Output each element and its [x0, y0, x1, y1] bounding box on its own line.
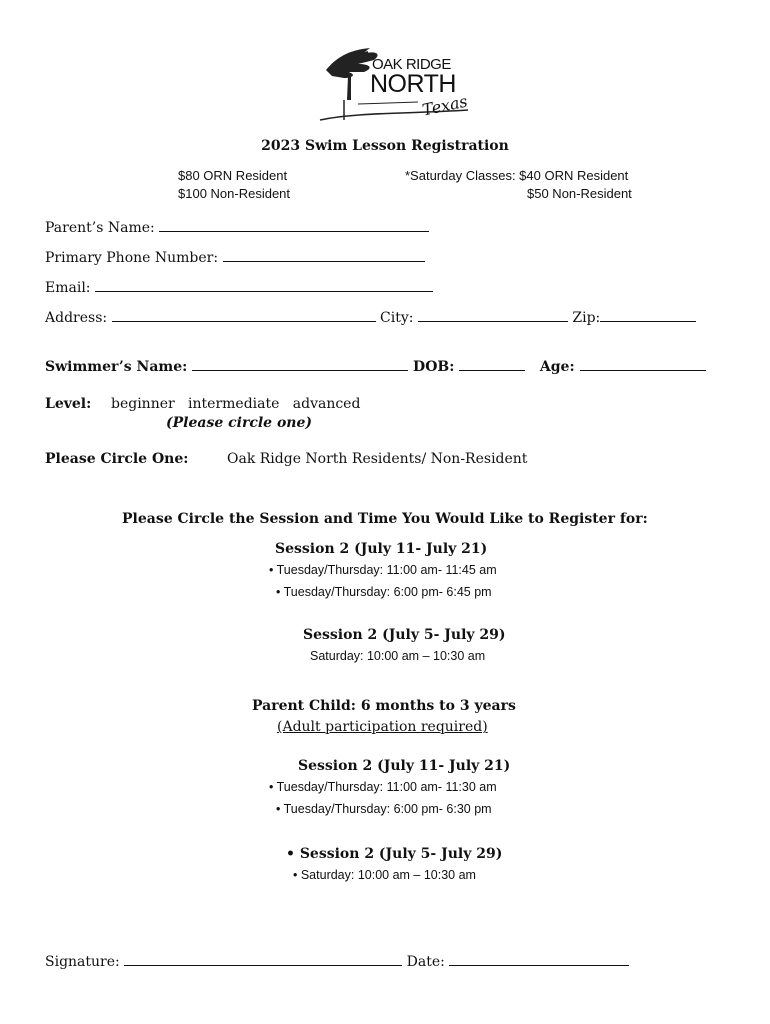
email-field[interactable]	[95, 277, 433, 292]
pc-session-b-time[interactable]: • Saturday: 10:00 am – 10:30 am	[293, 868, 476, 882]
residency-label: Please Circle One:	[45, 451, 189, 467]
swimmer-name-field[interactable]	[192, 356, 408, 371]
address-label: Address:	[45, 310, 108, 326]
oak-ridge-north-logo	[318, 40, 478, 130]
level-label: Level:	[45, 396, 92, 412]
phone-label: Primary Phone Number:	[45, 250, 219, 266]
address-field[interactable]	[112, 307, 376, 322]
signature-label: Signature:	[45, 954, 120, 970]
session-a-title[interactable]: Session 2 (July 11- July 21)	[275, 541, 488, 557]
swimmer-name-label: Swimmer’s Name:	[45, 359, 188, 375]
fee-resident: $80 ORN Resident	[178, 168, 288, 183]
phone-row	[45, 247, 425, 266]
session-b-time[interactable]: Saturday: 10:00 am – 10:30 am	[310, 649, 486, 663]
pc-session-a-time-2[interactable]: • Tuesday/Thursday: 6:00 pm- 6:30 pm	[276, 802, 492, 816]
session-a-time-2[interactable]: • Tuesday/Thursday: 6:00 pm- 6:45 pm	[276, 585, 492, 599]
signature-field[interactable]	[124, 951, 402, 966]
phone-field[interactable]	[223, 247, 425, 262]
page-title: 2023 Swim Lesson Registration	[261, 138, 509, 154]
sessions-heading: Please Circle the Session and Time You Would Like to Register for:	[122, 511, 648, 527]
date-label: Date:	[406, 954, 445, 970]
city-label: City:	[380, 310, 414, 326]
level-options[interactable]: beginner intermediate advanced	[111, 396, 361, 412]
residency-options[interactable]: Oak Ridge North Residents/ Non-Resident	[227, 451, 528, 467]
signature-row	[45, 951, 629, 970]
zip-field[interactable]	[600, 307, 696, 322]
dob-field[interactable]	[459, 356, 525, 371]
email-label: Email:	[45, 280, 91, 296]
level-note: (Please circle one)	[166, 415, 313, 431]
age-field[interactable]	[580, 356, 706, 371]
fee-saturday-non-resident: $50 Non-Resident	[527, 186, 632, 201]
pc-session-b-title[interactable]: • Session 2 (July 5- July 29)	[286, 846, 503, 862]
pc-session-a-title[interactable]: Session 2 (July 11- July 21)	[298, 758, 511, 774]
dob-label: DOB:	[413, 359, 455, 375]
logo-text-oak-ridge: OAK RIDGE	[372, 56, 451, 73]
session-a-time-1[interactable]: • Tuesday/Thursday: 11:00 am- 11:45 am	[269, 563, 497, 577]
parent-child-subtitle: (Adult participation required)	[277, 719, 488, 735]
date-field[interactable]	[449, 951, 629, 966]
session-b-title[interactable]: Session 2 (July 5- July 29)	[303, 627, 506, 643]
logo-text-north: NORTH	[370, 70, 456, 98]
zip-label: Zip:	[572, 310, 601, 326]
address-row	[45, 307, 696, 326]
swimmer-row	[45, 356, 706, 375]
parent-name-row	[45, 217, 429, 236]
parent-name-field[interactable]	[159, 217, 429, 232]
age-label: Age:	[539, 359, 575, 375]
pc-session-a-time-1[interactable]: • Tuesday/Thursday: 11:00 am- 11:30 am	[269, 780, 497, 794]
email-row	[45, 277, 433, 296]
city-field[interactable]	[418, 307, 568, 322]
fee-non-resident: $100 Non-Resident	[178, 186, 291, 201]
logo-text-texas: Texas	[420, 91, 470, 120]
fee-saturday-resident: *Saturday Classes: $40 ORN Resident	[405, 168, 629, 183]
parent-name-label: Parent’s Name:	[45, 220, 155, 236]
parent-child-title: Parent Child: 6 months to 3 years	[252, 698, 516, 714]
